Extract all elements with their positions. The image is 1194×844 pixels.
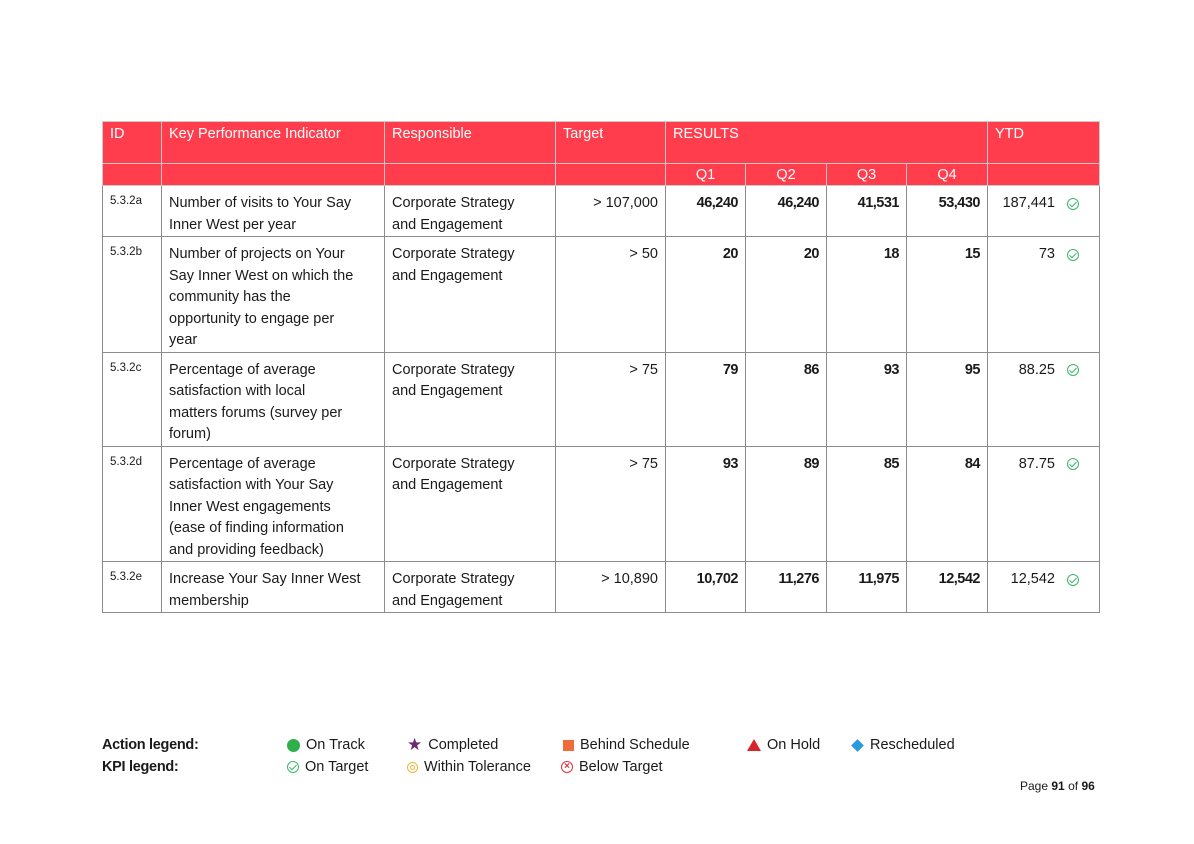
- kpi-q4: 84: [907, 446, 988, 562]
- page-number: Page 91 of 96: [1020, 779, 1095, 793]
- table-row: [103, 237, 1100, 353]
- within-tolerance-icon: [407, 762, 418, 773]
- kpi-ytd: 187,441: [1002, 195, 1055, 211]
- on-target-icon: [1067, 458, 1079, 470]
- kpi-target: > 75: [556, 446, 666, 562]
- on-target-icon: [1067, 249, 1079, 261]
- kpi-target: > 75: [556, 352, 666, 446]
- header-q2: Q2: [746, 164, 827, 186]
- table-row: [103, 186, 1100, 237]
- header-target: Target: [556, 122, 666, 164]
- kpi-target: > 50: [556, 237, 666, 353]
- kpi-id: 5.3.2c: [103, 352, 162, 446]
- triangle-icon: [747, 739, 761, 751]
- on-target-icon: [287, 761, 299, 773]
- kpi-ytd-cell: [988, 446, 1100, 562]
- kpi-ytd: 87.75: [1018, 455, 1055, 472]
- kpi-q3: 18: [827, 237, 907, 353]
- header-blank: [988, 164, 1100, 186]
- kpi-q4: 95: [907, 352, 988, 446]
- on-track-icon: [287, 739, 300, 752]
- kpi-ytd-cell: [988, 352, 1100, 446]
- star-icon: ★: [407, 735, 423, 754]
- kpi-legend-label: KPI legend:: [102, 759, 179, 775]
- legend-rescheduled: Rescheduled: [851, 737, 955, 753]
- kpi-id: 5.3.2a: [103, 186, 162, 237]
- kpi-responsible: Corporate Strategy and Engagement: [385, 352, 556, 446]
- on-target-icon: [1067, 574, 1079, 586]
- kpi-q2: 46,240: [746, 186, 827, 237]
- kpi-ytd: 73: [1038, 246, 1055, 262]
- kpi-q1: 46,240: [666, 186, 746, 237]
- kpi-q2: 86: [746, 352, 827, 446]
- legend-behind-schedule: Behind Schedule: [563, 737, 690, 753]
- kpi-id: 5.3.2e: [103, 562, 162, 613]
- on-target-icon: [1067, 364, 1079, 376]
- header-q1: Q1: [666, 164, 746, 186]
- on-target-icon: [1067, 198, 1079, 210]
- legend-on-target: On Target: [287, 759, 368, 775]
- kpi-q2: 89: [746, 446, 827, 562]
- kpi-ytd-cell: [988, 186, 1100, 237]
- table-row: [103, 446, 1100, 562]
- legend-on-hold: On Hold: [747, 737, 820, 753]
- kpi-target: > 10,890: [556, 562, 666, 613]
- kpi-id: 5.3.2d: [103, 446, 162, 562]
- kpi-responsible: Corporate Strategy and Engagement: [385, 562, 556, 613]
- kpi-description: Number of visits to Your Say Inner West per year: [162, 186, 385, 237]
- kpi-q1: 79: [666, 352, 746, 446]
- kpi-q3: 85: [827, 446, 907, 562]
- kpi-description: Percentage of average satisfaction with Your Say Inner West engagements (ease of finding information and providing feedback): [162, 446, 385, 562]
- kpi-q2: 20: [746, 237, 827, 353]
- action-legend-label: Action legend:: [102, 737, 199, 753]
- kpi-description: Increase Your Say Inner West membership: [162, 562, 385, 613]
- table-row: [103, 352, 1100, 446]
- legend-completed: ★ Completed: [407, 735, 499, 754]
- header-blank: [103, 164, 162, 186]
- kpi-ytd-cell: [988, 237, 1100, 353]
- header-id: ID: [103, 122, 162, 164]
- kpi-q1: 10,702: [666, 562, 746, 613]
- table-row: [103, 562, 1100, 613]
- header-ytd: YTD: [988, 122, 1100, 164]
- square-icon: [563, 740, 574, 751]
- kpi-responsible: Corporate Strategy and Engagement: [385, 237, 556, 353]
- kpi-q3: 93: [827, 352, 907, 446]
- kpi-q3: 41,531: [827, 186, 907, 237]
- header-blank: [556, 164, 666, 186]
- kpi-ytd: 88.25: [1018, 361, 1055, 378]
- kpi-q1: 20: [666, 237, 746, 353]
- kpi-id: 5.3.2b: [103, 237, 162, 353]
- kpi-ytd-cell: [988, 562, 1100, 613]
- kpi-responsible: Corporate Strategy and Engagement: [385, 446, 556, 562]
- kpi-description: Number of projects on Your Say Inner West on which the community has the opportunity to engage per year: [162, 237, 385, 353]
- below-target-icon: ×: [561, 761, 573, 773]
- header-responsible: Responsible: [385, 122, 556, 164]
- kpi-q4: 15: [907, 237, 988, 353]
- header-q4: Q4: [907, 164, 988, 186]
- kpi-table: [102, 121, 1100, 613]
- kpi-ytd: 12,542: [1010, 571, 1055, 587]
- header-blank: [385, 164, 556, 186]
- legend-below-target: × Below Target: [561, 759, 663, 775]
- legend-on-track: On Track: [287, 737, 365, 753]
- kpi-q2: 11,276: [746, 562, 827, 613]
- kpi-target: > 107,000: [556, 186, 666, 237]
- kpi-q1: 93: [666, 446, 746, 562]
- header-results: RESULTS: [666, 122, 988, 164]
- kpi-responsible: Corporate Strategy and Engagement: [385, 186, 556, 237]
- header-blank: [162, 164, 385, 186]
- kpi-q4: 12,542: [907, 562, 988, 613]
- kpi-q4: 53,430: [907, 186, 988, 237]
- legend-within-tolerance: Within Tolerance: [407, 759, 531, 775]
- header-kpi: Key Performance Indicator: [162, 122, 385, 164]
- header-q3: Q3: [827, 164, 907, 186]
- kpi-description: Percentage of average satisfaction with local matters forums (survey per forum): [162, 352, 385, 446]
- kpi-q3: 11,975: [827, 562, 907, 613]
- diamond-icon: [851, 739, 864, 752]
